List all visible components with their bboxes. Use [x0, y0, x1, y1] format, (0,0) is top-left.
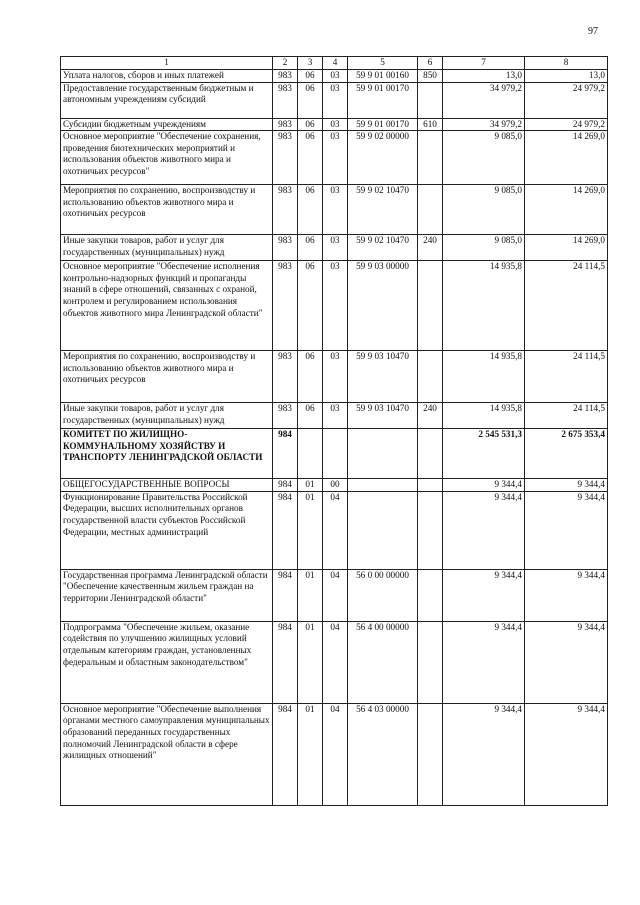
row-ministry-code: 983 — [273, 118, 298, 131]
row-subsection-code: 04 — [323, 491, 348, 569]
table-row — [61, 429, 608, 479]
row-ministry-code: 984 — [273, 703, 298, 805]
row-subsection-code: 03 — [323, 118, 348, 131]
table-row — [61, 261, 608, 351]
row-subsection-code: 03 — [323, 185, 348, 235]
row-section-code: 06 — [298, 131, 323, 185]
header-col-7: 7 — [443, 57, 525, 70]
row-name: ОБЩЕГОСУДАРСТВЕННЫЕ ВОПРОСЫ — [61, 479, 273, 492]
row-subsection-code: 03 — [323, 403, 348, 429]
row-amount-2: 9 344,4 — [525, 703, 608, 805]
row-amount-2: 2 675 353,4 — [525, 429, 608, 479]
page-number: 97 — [588, 26, 598, 37]
row-target-article: 56 4 00 00000 — [348, 621, 418, 703]
table-row — [61, 491, 608, 569]
header-col-1: 1 — [61, 57, 273, 70]
row-section-code: 06 — [298, 70, 323, 83]
row-ministry-code: 983 — [273, 131, 298, 185]
row-amount-2: 9 344,4 — [525, 621, 608, 703]
row-name: Подпрограмма "Обеспечение жильем, оказание содействия по улучшению жилищных условий отдельным категориям граждан, установленных федеральным и областным законодательством" — [61, 621, 273, 703]
table-row — [61, 235, 608, 261]
row-name: Иные закупки товаров, работ и услуг для государственных (муниципальных) нужд — [61, 403, 273, 429]
row-expense-type — [418, 185, 443, 235]
row-name: Субсидии бюджетным учреждениям — [61, 118, 273, 131]
header-col-8: 8 — [525, 57, 608, 70]
row-expense-type — [418, 703, 443, 805]
table-row — [61, 185, 608, 235]
row-section-code: 06 — [298, 235, 323, 261]
row-section-code: 01 — [298, 703, 323, 805]
row-expense-type — [418, 479, 443, 492]
table-row — [61, 131, 608, 185]
row-expense-type: 240 — [418, 403, 443, 429]
row-name: Мероприятия по сохранению, воспроизводству и использованию объектов животного мира и охотничьих ресурсов — [61, 351, 273, 403]
row-subsection-code: 03 — [323, 235, 348, 261]
row-target-article: 59 9 01 00170 — [348, 118, 418, 131]
table-row — [61, 82, 608, 118]
row-amount-1: 9 085,0 — [443, 131, 525, 185]
row-amount-1: 34 979,2 — [443, 118, 525, 131]
table-row — [61, 70, 608, 83]
row-amount-2: 13,0 — [525, 70, 608, 83]
row-target-article: 59 9 01 00160 — [348, 70, 418, 83]
row-ministry-code: 984 — [273, 491, 298, 569]
row-section-code: 06 — [298, 403, 323, 429]
row-amount-1: 2 545 531,3 — [443, 429, 525, 479]
row-name: Мероприятия по сохранению, воспроизводству и использованию объектов животного мира и охотничьих ресурсов — [61, 185, 273, 235]
row-subsection-code — [323, 429, 348, 479]
row-ministry-code: 984 — [273, 479, 298, 492]
row-target-article: 59 9 03 10470 — [348, 351, 418, 403]
row-amount-2: 24 114,5 — [525, 403, 608, 429]
row-name: Основное мероприятие "Обеспечение сохранения, проведения биотехнических мероприятий и использования объектов животного мира и охотничьих ресурсов" — [61, 131, 273, 185]
row-name: Уплата налогов, сборов и иных платежей — [61, 70, 273, 83]
row-amount-1: 9 344,4 — [443, 491, 525, 569]
row-expense-type — [418, 491, 443, 569]
row-section-code: 06 — [298, 261, 323, 351]
row-section-code: 01 — [298, 479, 323, 492]
row-amount-2: 14 269,0 — [525, 235, 608, 261]
row-subsection-code: 03 — [323, 82, 348, 118]
row-amount-2: 14 269,0 — [525, 185, 608, 235]
row-amount-2: 24 979,2 — [525, 82, 608, 118]
row-amount-1: 14 935,8 — [443, 403, 525, 429]
row-expense-type — [418, 621, 443, 703]
row-amount-1: 9 085,0 — [443, 185, 525, 235]
header-col-5: 5 — [348, 57, 418, 70]
row-target-article: 56 4 03 00000 — [348, 703, 418, 805]
row-subsection-code: 03 — [323, 131, 348, 185]
header-col-6: 6 — [418, 57, 443, 70]
row-section-code: 06 — [298, 351, 323, 403]
row-target-article — [348, 491, 418, 569]
row-target-article: 59 9 02 00000 — [348, 131, 418, 185]
row-expense-type — [418, 569, 443, 621]
row-name: Функционирование Правительства Российской Федерации, высших исполнительных органов государственной власти субъектов Российской Федерации, местных администраций — [61, 491, 273, 569]
row-expense-type: 850 — [418, 70, 443, 83]
row-amount-1: 13,0 — [443, 70, 525, 83]
row-name: Государственная программа Ленинградской области "Обеспечение качественным жильем граждан на территории Ленинградской области" — [61, 569, 273, 621]
row-amount-2: 9 344,4 — [525, 479, 608, 492]
row-expense-type: 240 — [418, 235, 443, 261]
row-ministry-code: 983 — [273, 185, 298, 235]
row-amount-1: 34 979,2 — [443, 82, 525, 118]
row-target-article — [348, 479, 418, 492]
row-expense-type — [418, 261, 443, 351]
table-row — [61, 569, 608, 621]
row-target-article — [348, 429, 418, 479]
row-amount-1: 9 344,4 — [443, 569, 525, 621]
row-subsection-code: 03 — [323, 351, 348, 403]
row-ministry-code: 983 — [273, 351, 298, 403]
table-row — [61, 621, 608, 703]
row-target-article: 59 9 03 00000 — [348, 261, 418, 351]
row-amount-2: 9 344,4 — [525, 491, 608, 569]
row-section-code: 01 — [298, 491, 323, 569]
row-section-code: 06 — [298, 118, 323, 131]
table-row — [61, 479, 608, 492]
header-col-2: 2 — [273, 57, 298, 70]
row-amount-2: 24 114,5 — [525, 351, 608, 403]
row-ministry-code: 984 — [273, 429, 298, 479]
row-section-code: 06 — [298, 82, 323, 118]
row-amount-1: 9 085,0 — [443, 235, 525, 261]
row-target-article: 59 9 01 00170 — [348, 82, 418, 118]
row-amount-1: 14 935,8 — [443, 261, 525, 351]
row-amount-1: 9 344,4 — [443, 703, 525, 805]
row-subsection-code: 03 — [323, 70, 348, 83]
table-row — [61, 118, 608, 131]
row-amount-2: 24 979,2 — [525, 118, 608, 131]
row-subsection-code: 04 — [323, 703, 348, 805]
row-expense-type — [418, 429, 443, 479]
row-amount-2: 14 269,0 — [525, 131, 608, 185]
row-section-code: 01 — [298, 569, 323, 621]
row-expense-type — [418, 131, 443, 185]
row-ministry-code: 983 — [273, 403, 298, 429]
row-amount-2: 9 344,4 — [525, 569, 608, 621]
row-amount-1: 9 344,4 — [443, 621, 525, 703]
row-target-article: 59 9 03 10470 — [348, 403, 418, 429]
row-name: КОМИТЕТ ПО ЖИЛИЩНО-КОММУНАЛЬНОМУ ХОЗЯЙСТВУ И ТРАНСПОРТУ ЛЕНИНГРАДСКОЙ ОБЛАСТИ — [61, 429, 273, 479]
table-row — [61, 403, 608, 429]
row-section-code: 06 — [298, 185, 323, 235]
row-subsection-code: 04 — [323, 621, 348, 703]
row-ministry-code: 983 — [273, 82, 298, 118]
row-name: Предоставление государственным бюджетным и автономным учреждениям субсидий — [61, 82, 273, 118]
table-row — [61, 351, 608, 403]
row-section-code — [298, 429, 323, 479]
row-target-article: 59 9 02 10470 — [348, 235, 418, 261]
row-ministry-code: 983 — [273, 261, 298, 351]
row-ministry-code: 984 — [273, 569, 298, 621]
row-amount-2: 24 114,5 — [525, 261, 608, 351]
row-expense-type: 610 — [418, 118, 443, 131]
table-row — [61, 703, 608, 805]
header-col-3: 3 — [298, 57, 323, 70]
row-ministry-code: 984 — [273, 621, 298, 703]
budget-table — [60, 56, 608, 806]
row-section-code: 01 — [298, 621, 323, 703]
row-name: Основное мероприятие "Обеспечение выполнения органами местного самоуправления муниципальных образований переданных государственных полномочий Ленинградской области в сфере жилищных отношений" — [61, 703, 273, 805]
row-name: Основное мероприятие "Обеспечение исполнения контрольно-надзорных функций и пропаганды знаний в сфере отношений, связанных с охраной, контролем и регулированием использования объектов животного мира Ленинградской области" — [61, 261, 273, 351]
row-subsection-code: 00 — [323, 479, 348, 492]
row-target-article: 59 9 02 10470 — [348, 185, 418, 235]
row-subsection-code: 03 — [323, 261, 348, 351]
row-subsection-code: 04 — [323, 569, 348, 621]
row-ministry-code: 983 — [273, 235, 298, 261]
row-amount-1: 14 935,8 — [443, 351, 525, 403]
row-expense-type — [418, 351, 443, 403]
row-name: Иные закупки товаров, работ и услуг для государственных (муниципальных) нужд — [61, 235, 273, 261]
table-header-row — [61, 57, 608, 70]
row-expense-type — [418, 82, 443, 118]
row-target-article: 56 0 00 00000 — [348, 569, 418, 621]
row-amount-1: 9 344,4 — [443, 479, 525, 492]
row-ministry-code: 983 — [273, 70, 298, 83]
header-col-4: 4 — [323, 57, 348, 70]
